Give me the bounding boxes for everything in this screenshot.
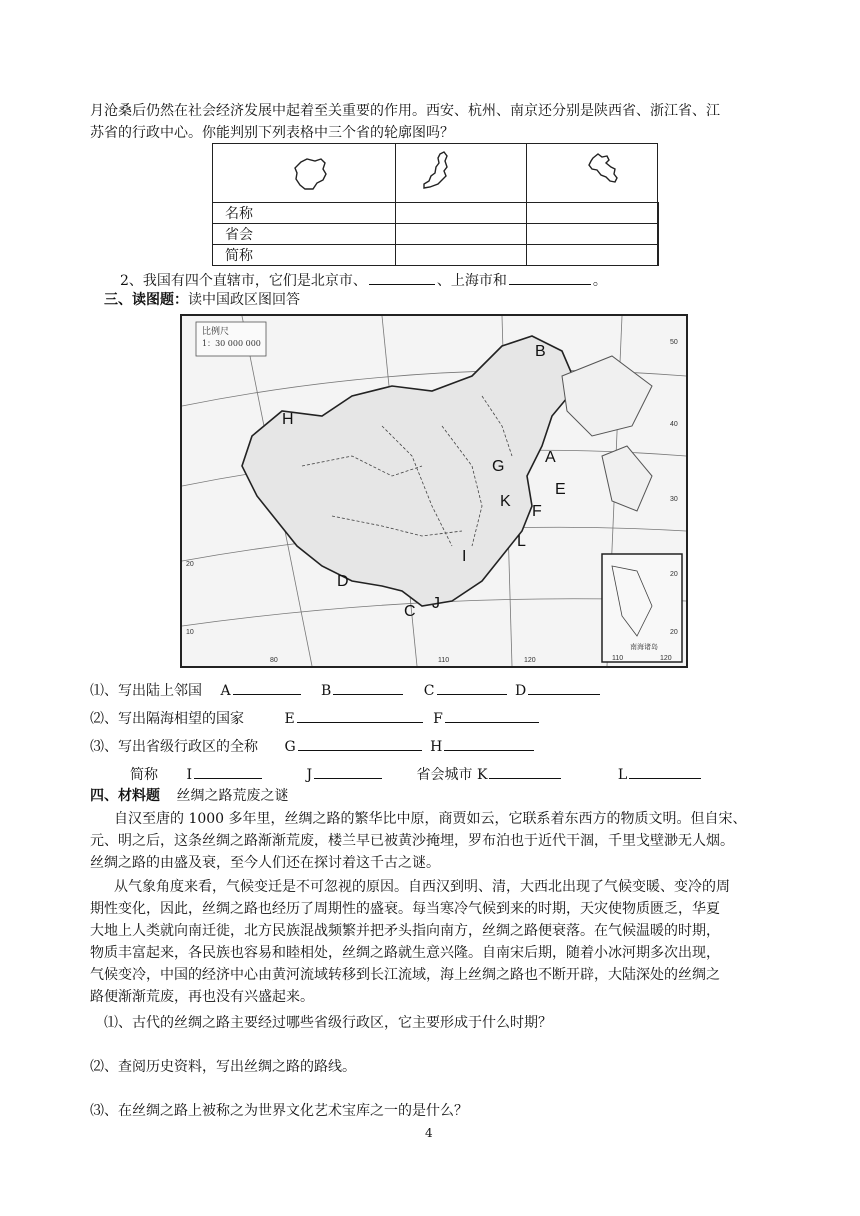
table-row-label: 名称 xyxy=(213,203,396,224)
province-table xyxy=(212,143,659,266)
intro-line-1: 月沧桑后仍然在社会经济发展中起着至关重要的作用。西安、杭州、南京还分别是陕西省、浙江省、江 xyxy=(90,103,720,119)
answer-blank-a[interactable] xyxy=(233,678,301,695)
blank-label-l: L xyxy=(617,767,628,783)
blank-label-h: H xyxy=(430,739,443,755)
grid-label: 120 xyxy=(660,655,672,662)
map-question-1 xyxy=(90,678,602,701)
map-letter-i: I xyxy=(462,548,467,565)
map-scale-value: 1：30 000 000 xyxy=(202,339,261,348)
table-answer-cell[interactable] xyxy=(658,224,659,245)
paragraph-line: 元、明之后，这条丝绸之路渐渐荒废，楼兰早已被黄沙掩埋，罗布泊也于近代干涸，千里戈壁渺无人烟。 xyxy=(90,833,734,849)
map-question-2 xyxy=(90,706,541,729)
map-letter-j: J xyxy=(432,595,440,612)
grid-label: 20 xyxy=(186,561,194,568)
table-answer-cell[interactable] xyxy=(396,224,527,245)
answer-blank-h[interactable] xyxy=(444,734,534,751)
map-scale-label: 比例尺 xyxy=(202,327,230,337)
paragraph-line: 大地上人类就向南迁徙，北方民族混战频繁并把矛头指向南方，丝绸之路便衰落。在气候温暖的时期， xyxy=(90,923,720,939)
paragraph-line: 路便渐渐荒废，再也没有兴盛起来。 xyxy=(90,989,314,1005)
paragraph-line: 气候变冷，中国的经济中心由黄河流域转移到长江流域，海上丝绸之路也不断开辟，大陆深处的丝绸之 xyxy=(90,967,720,983)
question-municipalities xyxy=(120,268,607,291)
map-letter-a: A xyxy=(545,449,556,466)
question-text: ⑵、写出隔海相望的国家 xyxy=(90,711,244,727)
province-shape-cell xyxy=(396,144,527,203)
paragraph-line: 期性变化，因此，丝绸之路也经历了周期性的盛衰。每当寒冷气候到来的时期，天灾使物质匮乏，华夏 xyxy=(90,901,720,917)
table-answer-cell[interactable] xyxy=(658,245,659,266)
answer-blank-g[interactable] xyxy=(298,734,422,751)
blank-label-b: B xyxy=(321,683,332,699)
grid-label: 40 xyxy=(670,421,678,428)
table-answer-cell[interactable] xyxy=(396,203,527,224)
map-letter-e: E xyxy=(555,481,566,498)
section-heading: 四、材料题 xyxy=(90,788,160,804)
answer-blank-e[interactable] xyxy=(297,706,423,723)
map-question-3-detail xyxy=(130,762,703,785)
material-question-2: ⑵、查阅历史资料，写出丝绸之路的路线。 xyxy=(90,1059,356,1075)
map-letter-d: D xyxy=(337,573,349,590)
answer-blank-f[interactable] xyxy=(445,706,539,723)
question-text: 、上海市和 xyxy=(436,273,507,289)
blank-label-k: 省会城市 K xyxy=(416,767,488,783)
answer-blank-c[interactable] xyxy=(437,678,507,695)
table-answer-cell[interactable] xyxy=(527,203,658,224)
answer-blank[interactable] xyxy=(369,268,435,285)
map-letter-g: G xyxy=(492,458,505,475)
section-4-heading xyxy=(90,786,288,806)
question-text: ⑴、写出陆上邻国 xyxy=(90,683,202,699)
table-row-label: 简称 xyxy=(213,245,396,266)
section-subtitle: 读中国政区图回答 xyxy=(188,292,300,308)
answer-blank-j[interactable] xyxy=(314,762,382,779)
grid-label: 110 xyxy=(438,657,450,664)
paragraph-line: 丝绸之路的由盛及衰，至今人们还在探讨着这千古之谜。 xyxy=(90,855,440,871)
question-text: ⑶、写出省级行政区的全称 xyxy=(90,739,258,755)
map-letter-f: F xyxy=(532,503,542,520)
question-text: 简称 xyxy=(130,767,158,783)
map-letter-b: B xyxy=(535,343,546,360)
map-drawing xyxy=(182,316,686,666)
answer-blank-l[interactable] xyxy=(629,762,701,779)
table-answer-cell[interactable] xyxy=(527,245,658,266)
province-outline-shaanxi-icon xyxy=(213,144,395,198)
china-political-map xyxy=(180,314,688,668)
grid-label: 110 xyxy=(612,655,624,662)
grid-label: 50 xyxy=(670,339,678,346)
grid-label: 120 xyxy=(524,657,536,664)
answer-blank[interactable] xyxy=(509,268,591,285)
map-letter-k: K xyxy=(500,493,511,510)
map-letter-h: H xyxy=(282,411,294,428)
table-answer-cell[interactable] xyxy=(658,203,659,224)
intro-line-2: 苏省的行政中心。你能判别下列表格中三个省的轮廓图吗？ xyxy=(90,125,454,141)
paragraph-line: 自汉至唐的 1000 多年里，丝绸之路的繁华比中原，商贾如云，它联系着东西方的物质文明。但自宋、 xyxy=(114,811,747,827)
grid-label: 80 xyxy=(270,657,278,664)
answer-blank-d[interactable] xyxy=(528,678,600,695)
table-row-label: 省会 xyxy=(213,224,396,245)
grid-label: 20 xyxy=(670,629,678,636)
map-letter-c: C xyxy=(404,603,416,620)
material-title: 丝绸之路荒废之谜 xyxy=(176,788,289,804)
blank-label-j: J xyxy=(306,767,313,783)
map-question-3 xyxy=(90,734,536,757)
question-text: 。 xyxy=(592,273,607,289)
map-letter-l: L xyxy=(517,533,526,550)
paragraph-line: 物质丰富起来，各民族也容易和睦相处，丝绸之路就生意兴隆。自南宋后期，随着小冰河期多次出现， xyxy=(90,945,720,961)
blank-label-e: E xyxy=(284,711,295,727)
province-outline-zhejiang-icon xyxy=(396,144,526,198)
material-question-1: ⑴、古代的丝绸之路主要经过哪些省级行政区，它主要形成于什么时期？ xyxy=(104,1015,552,1031)
section-heading: 三、读图题： xyxy=(104,292,188,308)
blank-label-d: D xyxy=(514,683,527,699)
table-answer-cell[interactable] xyxy=(396,245,527,266)
answer-blank-b[interactable] xyxy=(333,678,403,695)
answer-blank-k[interactable] xyxy=(489,762,561,779)
province-outline-jiangsu-icon xyxy=(527,144,657,198)
section-3-heading xyxy=(104,290,300,310)
question-text: 2、我国有四个直辖市，它们是北京市、 xyxy=(120,273,367,289)
blank-label-f: F xyxy=(433,711,443,727)
blank-label-i: I xyxy=(186,767,192,783)
page-number: 4 xyxy=(425,1126,433,1140)
blank-label-a: A xyxy=(220,683,231,699)
grid-label: 20 xyxy=(670,571,678,578)
material-question-3: ⑶、在丝绸之路上被称之为世界文化艺术宝库之一的是什么？ xyxy=(90,1103,468,1119)
province-shape-cell xyxy=(527,144,658,203)
province-shape-cell xyxy=(213,144,396,203)
table-answer-cell[interactable] xyxy=(527,224,658,245)
grid-label: 10 xyxy=(186,629,194,636)
blank-label-c: C xyxy=(423,683,435,699)
grid-label: 30 xyxy=(670,496,678,503)
paragraph-line: 从气象角度来看，气候变迁是不可忽视的原因。自西汉到明、清，大西北出现了气候变暖、变冷的周 xyxy=(114,879,730,895)
inset-label: 南海诸岛 xyxy=(630,644,658,651)
answer-blank-i[interactable] xyxy=(194,762,262,779)
blank-label-g: G xyxy=(284,739,296,755)
